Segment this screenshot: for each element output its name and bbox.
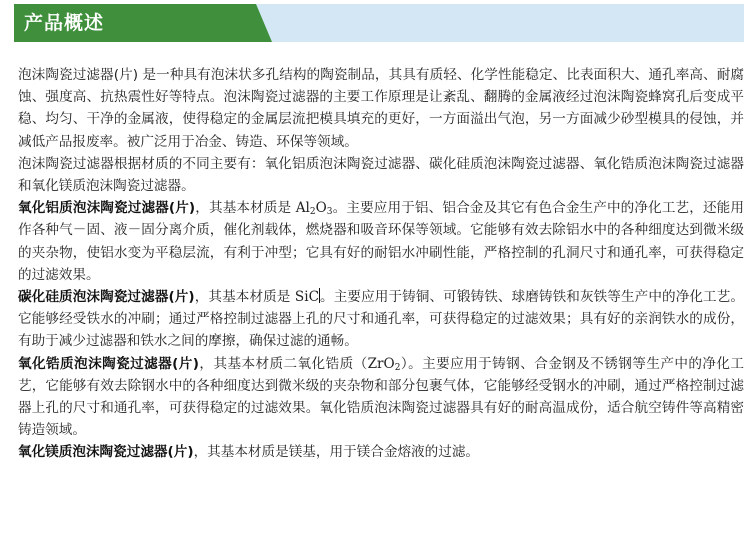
alumina-body: 。主要应用于铝、铝合金及其它有色合金生产中的净化工艺，还能用作各种气－固、液－固分离介质，催化剂载体，燃烧器和吸音环保等领域。它能够有效去除铝水中的各种细度达到微米级的夹杂物，使铝水变为平稳层流，有利于冲型；它具有好的耐铝水冲刷性能，严格控制的孔洞尺寸和通孔率，可获得稳定的过滤效果。 [18,200,744,283]
magnesia-paragraph [18,441,744,463]
zirconia-title: 氧化锆质泡沫陶瓷过滤器(片) [18,355,200,372]
content-area [18,64,744,464]
magnesia-body: ，其基本材质是镁基，用于镁合金熔液的过滤。 [193,444,480,461]
zirconia-paragraph [18,353,744,442]
alumina-paragraph [18,197,744,286]
intro-paragraph: 泡沫陶瓷过滤器(片) 是一种具有泡沫状多孔结构的陶瓷制品，其具有质轻、化学性能稳定、比表面积大、通孔率高、耐腐蚀、强度高、抗热震性好等特点。泡沫陶瓷过滤器的主要工作原理是让紊乱、翻腾的金属液经过泡沫陶瓷蜂窝孔后变成平稳、均匀、干净的金属液，使得稳定的金属层流把模具填充的更好，一方面溢出气泡，另一方面减少砂型模具的侵蚀，并减低产品报废率。被广泛用于冶金、铸造、环保等领域。 [18,67,744,150]
magnesia-title: 氧化镁质泡沫陶瓷过滤器(片) [18,444,194,461]
sic-formula: SiC [294,289,319,306]
zirconia-lead: ，其基本材质二氧化锆质（ [199,355,368,372]
section-title: 产品概述 [24,12,105,34]
zirconia-formula: ZrO$_2$ [367,355,401,373]
zirconia-lead-close: ） [400,355,409,372]
sic-body: 。主要应用于铸铜、可锻铸铁、球磨铸铁和灰铁等生产中的净化工艺。它能够经受铁水的冲刷；通过严格控制过滤器上孔的尺寸和通孔率，可获得稳定的过滤效果；具有好的亲润铁水的成份，有助于减少过滤器和铁水之间的摩擦，确保过滤的通畅。 [18,289,744,350]
materials-paragraph: 泡沫陶瓷过滤器根据材质的不同主要有：氧化铝质泡沫陶瓷过滤器、碳化硅质泡沫陶瓷过滤器、氧化锆质泡沫陶瓷过滤器和氧化镁质泡沫陶瓷过滤器。 [18,155,744,195]
alumina-lead: ，其基本材质是 [195,200,296,217]
alumina-formula: $Al_2O_3$ [295,200,333,218]
sic-title: 碳化硅质泡沫陶瓷过滤器(片) [18,289,195,306]
sic-paragraph [18,286,744,353]
sic-lead: ，其基本材质是 [194,289,295,306]
alumina-title: 氧化铝质泡沫陶瓷过滤器(片) [18,200,196,217]
zirconia-body: 。主要应用于铸钢、合金钢及不锈钢等生产中的净化工艺，它能够有效去除钢水中的各种细度达到微米级的夹杂物和部分包裹气体，它能够经受钢水的冲刷，通过严格控制过滤器上孔的尺寸和通孔率，可获得稳定的过滤效果。氧化锆质泡沫陶瓷过滤器具有好的耐高温成份，适合航空铸件等高精密铸造领域。 [18,355,744,439]
